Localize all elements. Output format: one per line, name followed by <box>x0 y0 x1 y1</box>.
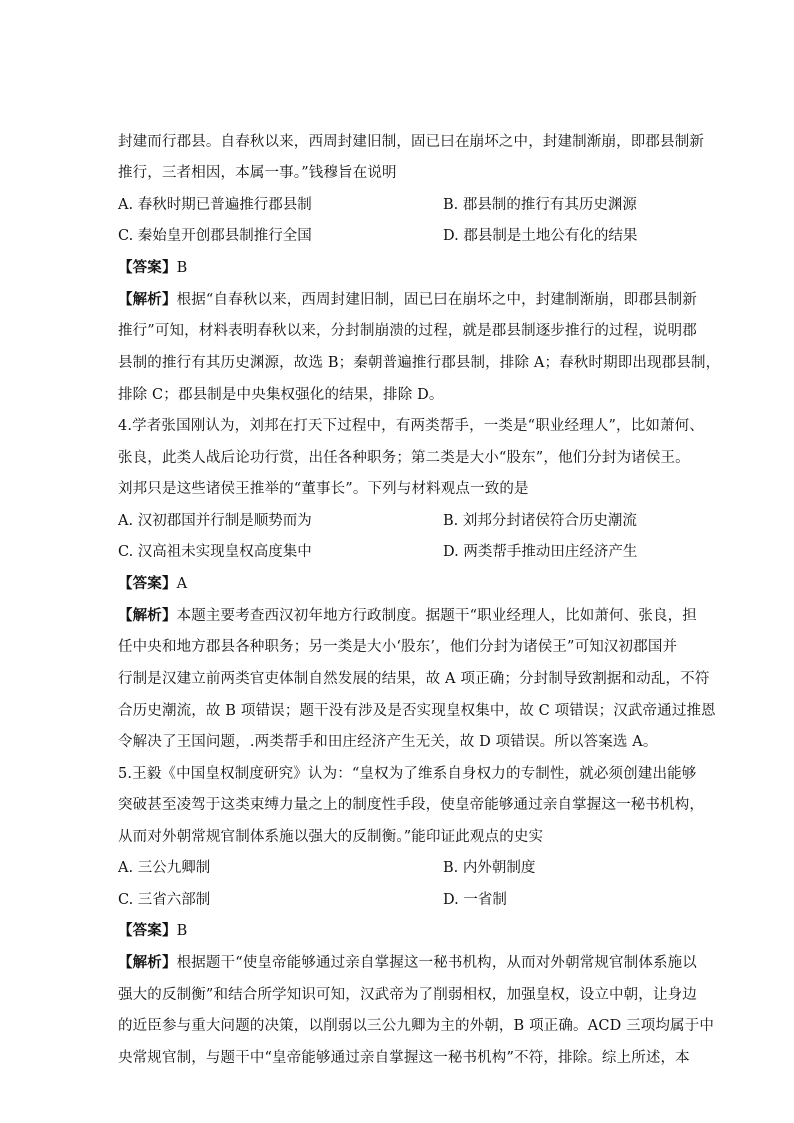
q5-option-c: C. 三省六部制 <box>118 892 211 908</box>
analysis-text: 本题主要考查西汉初年地方行政制度。据题干“职业经理人，比如萧何、张良，担 <box>176 608 697 624</box>
q3-analysis-line-3: 县制的推行有其历史渊源，故选 B；秦朝普遍推行郡县制，排除 A；春秋时期即出现郡县制， <box>118 355 721 371</box>
q4-stem-line-2: 张良，此类人战后论功行赏，出任各种职务；第二类是大小“股东”，他们分封为诸侯王。 <box>118 450 690 466</box>
q4-option-d: D. 两类帮手推动田庄经济产生 <box>443 544 638 560</box>
q5-analysis-line-3: 的近臣参与重大问题的决策，以削弱以三公九卿为主的外朝，B 项正确。ACD 三项均属于中 <box>118 1018 715 1034</box>
q4-option-a: A. 汉初郡国并行制是顺势而为 <box>118 513 312 529</box>
q4-option-b: B. 刘邦分封诸侯符合历史潮流 <box>443 513 637 529</box>
q4-analysis-line-5: 令解决了王国问题，.两类帮手和田庄经济产生无关，故 D 项错误。所以答案选 A。 <box>118 734 658 750</box>
answer-tag: 【答案】 <box>118 575 177 592</box>
q5-analysis-line-1 <box>118 953 697 973</box>
q3-option-a: A. 春秋时期已普遍推行郡县制 <box>118 197 312 213</box>
q3-option-d: D. 郡县制是土地公有化的结果 <box>443 228 638 244</box>
q4-analysis-line-1 <box>118 606 697 626</box>
q5-stem-line-2: 突破甚至凌驾于这类束缚力量之上的制度性手段，使皇帝能够通过亲自掌握这一秘书机构， <box>118 797 704 813</box>
q4-analysis-line-4: 合历史潮流，故 B 项错误；题干没有涉及是否实现皇权集中，故 C 项错误；汉武帝通过推恩 <box>118 703 716 719</box>
analysis-tag: 【解析】 <box>118 291 177 308</box>
analysis-tag: 【解析】 <box>118 607 177 624</box>
analysis-text: 根据“自春秋以来，西周封建旧制，固已曰在崩坏之中，封建制渐崩，即郡县制新 <box>176 292 697 308</box>
q4-stem-line-1: 4.学者张国刚认为，刘邦在打天下过程中，有两类帮手，一类是“职业经理人”，比如萧何、 <box>118 418 704 434</box>
q5-option-b: B. 内外朝制度 <box>443 860 536 876</box>
q5-stem-line-3: 从而对外朝常规官制体系施以强大的反制衡。”能印证此观点的史实 <box>118 829 544 845</box>
q3-stem-line-1: 封建而行郡县。自春秋以来，西周封建旧制，固已曰在崩坏之中，封建制渐崩，即郡县制新 <box>118 134 704 150</box>
q5-option-a: A. 三公九卿制 <box>118 860 211 876</box>
q4-option-c: C. 汉高祖未实现皇权高度集中 <box>118 544 312 560</box>
answer-tag: 【答案】 <box>118 259 177 276</box>
q4-analysis-line-2: 任中央和地方郡县各种职务；另一类是大小‘股东’，他们分封为诸侯王”可知汉初郡国并 <box>118 639 678 655</box>
q5-answer <box>118 921 688 941</box>
q4-stem-line-3: 刘邦只是这些诸侯王推举的“董事长”。下列与材料观点一致的是 <box>118 481 529 497</box>
analysis-tag: 【解析】 <box>118 954 177 971</box>
q5-stem-line-1: 5.王毅《中国皇权制度研究》认为：“皇权为了维系自身权力的专制性，就必须创建出能够 <box>118 766 697 782</box>
answer-value: B <box>176 260 188 276</box>
answer-value: A <box>176 576 188 592</box>
q3-stem-line-2: 推行，三者相因，本属一事。”钱穆旨在说明 <box>118 165 397 181</box>
analysis-text: 根据题干“使皇帝能够通过亲自掌握这一秘书机构，从而对外朝常规官制体系施以 <box>176 955 697 971</box>
q5-analysis-line-2: 强大的反制衡”和结合所学知识可知，汉武帝为了削弱相权，加强皇权，设立中朝，让身边 <box>118 987 697 1003</box>
answer-tag: 【答案】 <box>118 922 177 939</box>
q5-analysis-line-4: 央常规官制，与题干中“皇帝能够通过亲自掌握这一秘书机构”不符，排除。综上所述，本 <box>118 1050 690 1066</box>
q4-answer <box>118 574 688 594</box>
q5-option-d: D. 一省制 <box>443 892 507 908</box>
q3-option-c: C. 秦始皇开创郡县制推行全国 <box>118 228 312 244</box>
q3-analysis-line-2: 推行”可知，材料表明春秋以来，分封制崩溃的过程，就是郡县制逐步推行的过程，说明郡 <box>118 323 697 339</box>
q3-analysis-line-4: 排除 C；郡县制是中央集权强化的结果，排除 D。 <box>118 387 444 403</box>
q3-option-b: B. 郡县制的推行有其历史渊源 <box>443 197 637 213</box>
q3-answer <box>118 258 688 278</box>
answer-value: B <box>176 923 188 939</box>
q4-analysis-line-3: 行制是汉建立前两类官吏体制自然发展的结果，故 A 项正确；分封制导致割据和动乱，不符 <box>118 671 710 687</box>
q3-analysis-line-1 <box>118 290 697 310</box>
